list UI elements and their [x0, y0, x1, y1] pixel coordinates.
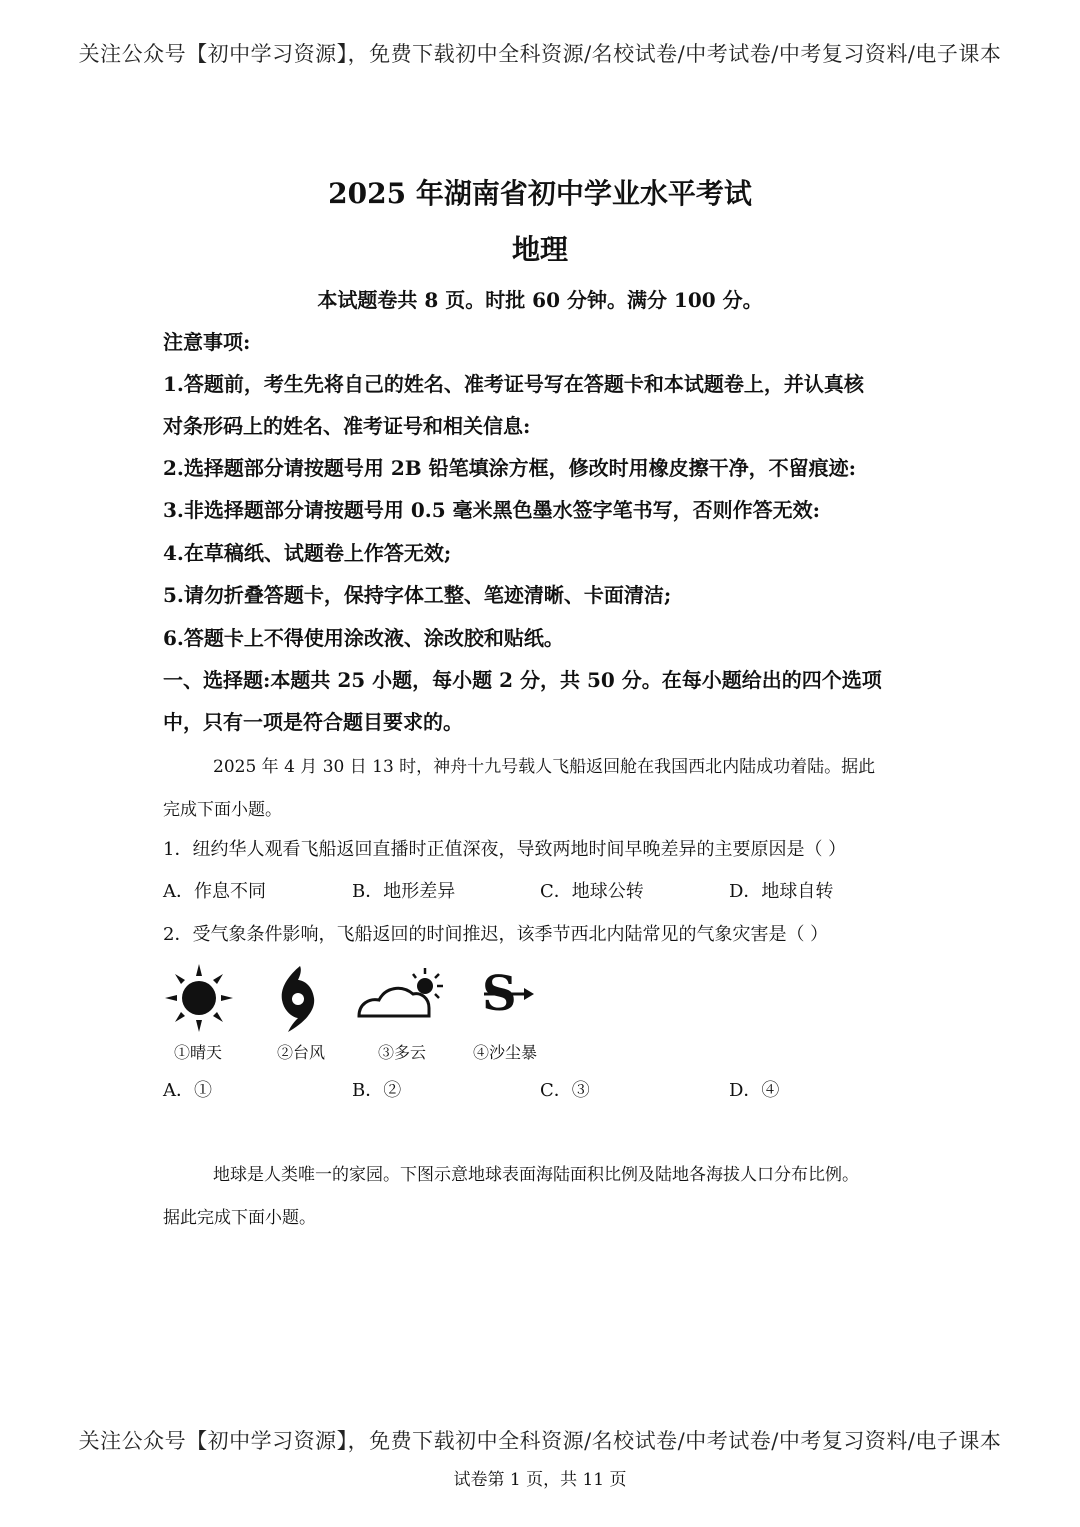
sun-icon: [163, 962, 235, 1034]
icon-caption-3: ③多云: [378, 1043, 427, 1062]
question-2-option-a: A．①: [163, 1080, 212, 1101]
section-1-line-1: 一、选择题:本题共 25 小题，每小题 2 分，共 50 分。在每小题给出的四个选项: [163, 668, 882, 692]
question-2-option-b: B．②: [352, 1080, 402, 1101]
exam-info: 本试题卷共 8 页。时批 60 分钟。满分 100 分。: [317, 288, 763, 312]
notice-item-1-line-2: 对条形码上的姓名、准考证号和相关信息:: [163, 414, 531, 438]
icon-caption-1: ①晴天: [174, 1043, 223, 1062]
question-1-option-b: B．地形差异: [352, 881, 456, 902]
notice-item-2: 2.选择题部分请按题号用 2B 铅笔填涂方框，修改时用橡皮擦干净，不留痕迹:: [163, 456, 857, 480]
notice-item-1-line-1: 1.答题前，考生先将自己的姓名、准考证号写在答题卡和本试题卷上，并认真核: [163, 372, 864, 396]
icon-caption-4: ④沙尘暴: [473, 1043, 538, 1062]
question-2-option-d: D．④: [729, 1080, 780, 1101]
question-2-stem: 2．受气象条件影响，飞船返回的时间推迟，该季节西北内陆常见的气象灾害是（ ）: [163, 924, 829, 945]
icon-caption-2: ②台风: [277, 1043, 326, 1062]
question-1-option-c: C．地球公转: [540, 881, 644, 902]
question-1-stem: 1．纽约华人观看飞船返回直播时正值深夜，导致两地时间早晚差异的主要原因是（ ）: [163, 839, 847, 860]
question-1-option-a: A．作息不同: [163, 881, 266, 902]
bottom-banner: 关注公众号【初中学习资源】，免费下载初中全科资源/名校试卷/中考试卷/中考复习资料/电子课本: [78, 1429, 1002, 1453]
notice-item-5: 5.请勿折叠答题卡，保持字体工整、笔迹清晰、卡面清洁;: [163, 583, 672, 607]
question-2-option-c: C．③: [540, 1080, 590, 1101]
subject-title: 地理: [511, 233, 568, 266]
sandstorm-icon: [478, 964, 538, 1024]
notice-heading: 注意事项:: [163, 330, 251, 354]
svg-text:S: S: [482, 966, 517, 1022]
passage-2-line-2: 据此完成下面小题。: [163, 1208, 316, 1228]
typhoon-icon: [270, 962, 326, 1034]
notice-item-4: 4.在草稿纸、试题卷上作答无效;: [163, 541, 452, 565]
passage-1-line-2: 完成下面小题。: [163, 800, 282, 820]
exam-title: 2025 年湖南省初中学业水平考试: [328, 177, 752, 210]
question-1-option-d: D．地球自转: [729, 881, 834, 902]
notice-item-3: 3.非选择题部分请按题号用 0.5 毫米黑色墨水签字笔书写，否则作答无效:: [163, 498, 820, 522]
passage-1-line-1: 2025 年 4 月 30 日 13 时，神舟十九号载人飞船返回舱在我国西北内陆成功着陆。据此: [213, 757, 876, 777]
passage-2-line-1: 地球是人类唯一的家园。下图示意地球表面海陆面积比例及陆地各海拔人口分布比例。: [213, 1165, 859, 1185]
section-1-line-2: 中，只有一项是符合题目要求的。: [163, 710, 463, 734]
top-banner: 关注公众号【初中学习资源】，免费下载初中全科资源/名校试卷/中考试卷/中考复习资料/电子课本: [78, 42, 1002, 66]
partly-cloudy-icon: [355, 966, 447, 1022]
page-number: 试卷第 1 页，共 11 页: [453, 1470, 627, 1490]
notice-item-6: 6.答题卡上不得使用涂改液、涂改胶和贴纸。: [163, 626, 564, 650]
